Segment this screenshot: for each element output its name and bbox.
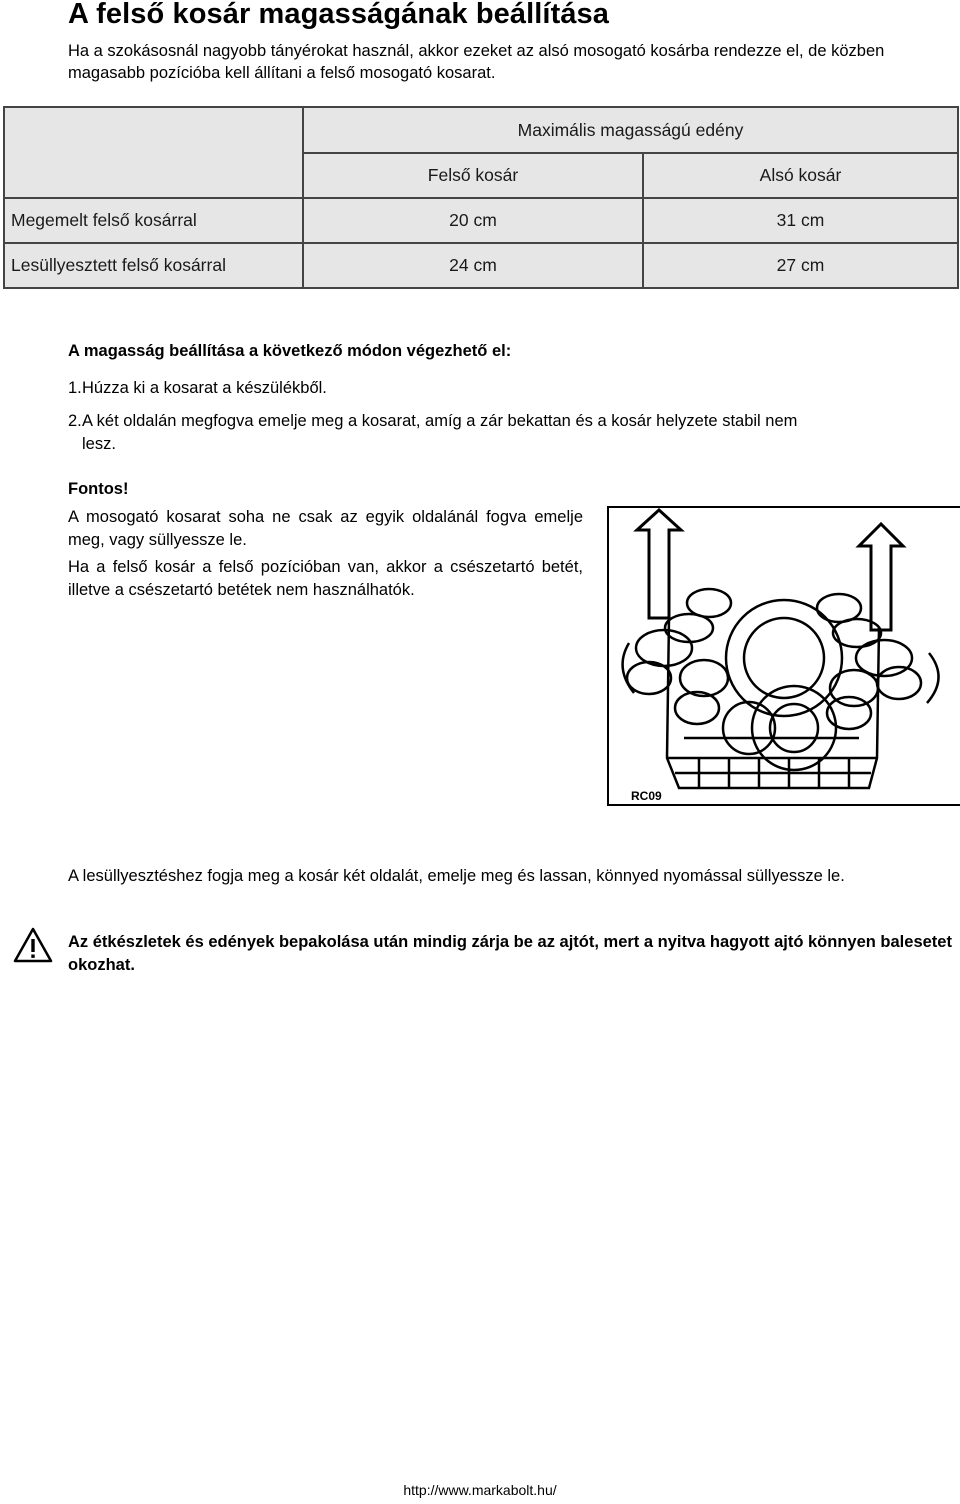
step-text: A két oldalán megfogva emelje meg a kosarat, amíg a zár bekattan és a kosár helyzete stabil nem — [82, 412, 798, 430]
step-text-continued: lesz. — [82, 435, 116, 453]
basket-lift-illustration — [609, 508, 960, 804]
table-cell-lower: 27 cm — [643, 243, 958, 288]
intro-paragraph: Ha a szokásosnál nagyobb tányérokat használ, akkor ezeket az alsó mosogató kosárba rendezze el, de közben magasabb pozícióba kell állítani a felső mosogató kosarat. — [68, 42, 885, 82]
step-text: Húzza ki a kosarat a készülékből. — [82, 379, 327, 397]
table-row-label: Lesüllyesztett felső kosárral — [4, 243, 303, 288]
warning-text: Az étkészletek és edények bepakolása után mindig zárja be az ajtót, mert a nyitva hagyott ajtó könnyen balesetet okozhat. — [68, 933, 952, 974]
page-title: A felső kosár magasságának beállítása — [68, 0, 610, 30]
table-col-lower: Alsó kosár — [643, 153, 958, 198]
table-cell-lower: 31 cm — [643, 198, 958, 243]
table-row-label: Megemelt felső kosárral — [4, 198, 303, 243]
footer-url[interactable] — [0, 1482, 960, 1498]
lowering-instruction: A lesüllyesztéshez fogja meg a kosár két oldalát, emelje meg és lassan, könnyed nyomással süllyessze le. — [68, 867, 845, 885]
table-col-upper: Felső kosár — [303, 153, 643, 198]
warning-triangle-icon — [13, 926, 53, 966]
note-paragraph: Ha a felső kosár a felső pozícióban van, akkor a csészetartó betét, illetve a csészetartó betétek nem használhatók. — [68, 558, 583, 599]
table-cell-upper: 20 cm — [303, 198, 643, 243]
table-row — [4, 243, 958, 288]
table-cell-upper: 24 cm — [303, 243, 643, 288]
height-table — [3, 106, 959, 289]
note-paragraph: A mosogató kosarat soha ne csak az egyik oldalánál fogva emelje meg, vagy süllyessze le. — [68, 508, 583, 549]
step-number: 2. — [68, 412, 82, 430]
up-arrow-right-icon — [859, 524, 903, 630]
table-empty-corner — [4, 107, 303, 198]
figure-code: RC09 — [631, 789, 662, 803]
table-group-header: Maximális magasságú edény — [303, 107, 958, 153]
important-label: Fontos! — [68, 480, 129, 498]
step-1 — [68, 377, 958, 399]
step-2 — [68, 410, 958, 456]
basket-lift-figure — [607, 506, 960, 806]
step-number: 1. — [68, 379, 82, 397]
table-row — [4, 198, 958, 243]
procedure-heading: A magasság beállítása a következő módon végezhető el: — [68, 342, 512, 360]
footer-link[interactable]: http://www.markabolt.hu/ — [403, 1482, 557, 1498]
up-arrow-left-icon — [637, 510, 681, 618]
